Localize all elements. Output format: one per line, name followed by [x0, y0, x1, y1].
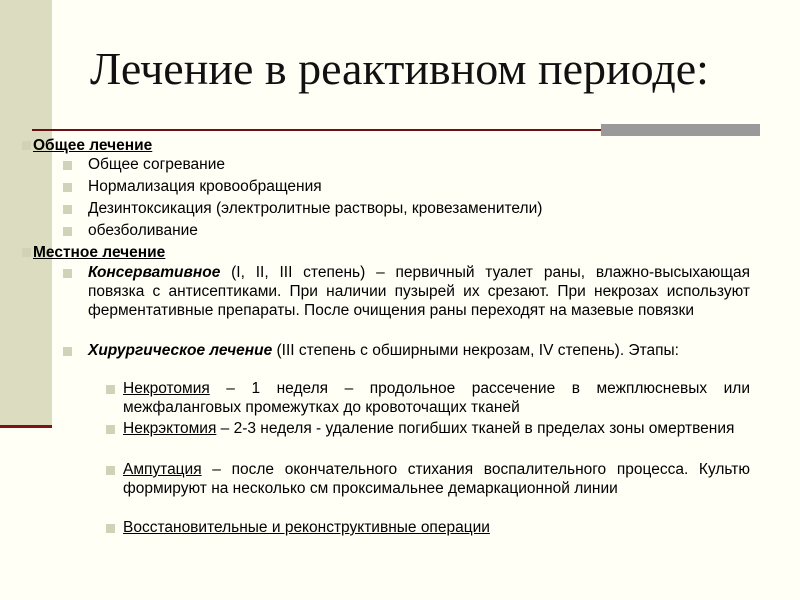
stage-term: Некротомия [123, 380, 210, 397]
section-general [33, 136, 753, 155]
treatment-lead: Хирургическое лечение [88, 342, 273, 359]
bullet-icon [22, 141, 31, 150]
surgical-stage [123, 419, 750, 438]
bullet-icon [63, 161, 72, 170]
stage-term: Ампутация [123, 461, 202, 478]
bullet-icon [106, 466, 115, 475]
treatment-surgical [88, 341, 750, 360]
section-heading: Общее лечение [33, 137, 153, 154]
surgical-stage [123, 518, 750, 537]
list-item [88, 177, 748, 196]
bullet-icon [106, 425, 115, 434]
bullet-icon [63, 347, 72, 356]
list-item [88, 199, 748, 218]
treatment-lead: Консервативное [88, 264, 221, 281]
treatment-text: (I, II, III степень) – первичный туалет раны, влажно-высыхающая повязка с антисептиками. При наличии пузырей их срезают. При некрозах используют ферментативные препараты. После очищения раны переходят на мазевые повязки [88, 264, 750, 319]
list-item [88, 155, 748, 174]
bullet-icon [106, 385, 115, 394]
surgical-stage [123, 460, 750, 498]
bullet-icon [63, 183, 72, 192]
stage-term: Восстановительные и реконструктивные операции [123, 519, 490, 536]
stage-text: – после окончательного стихания воспалительного процесса. Культю формируют на несколько см проксимальнее демаркационной линии [123, 461, 750, 497]
treatment-text: (III степень с обширными некрозам, IV степень). Этапы: [272, 342, 679, 359]
stage-text: – 1 неделя – продольное рассечение в межплюсневых или межфаланговых промежутках до кровоточащих тканей [123, 380, 750, 416]
list-item [88, 221, 748, 240]
stage-term: Некрэктомия [123, 420, 217, 437]
section-local [33, 243, 753, 262]
slide-title: Лечение в реактивном периоде: [90, 43, 709, 94]
bullet-icon [63, 205, 72, 214]
bullet-icon [106, 524, 115, 533]
list-item-text: Нормализация кровообращения [88, 178, 322, 195]
section-heading: Местное лечение [33, 244, 166, 261]
list-item-text: Дезинтоксикация (электролитные растворы, кровезаменители) [88, 200, 543, 217]
treatment-conservative [88, 263, 750, 320]
bullet-icon [63, 227, 72, 236]
surgical-stage [123, 379, 750, 417]
bullet-icon [63, 269, 72, 278]
list-item-text: Общее согревание [88, 156, 226, 173]
bullet-icon [22, 248, 31, 257]
list-item-text: обезболивание [88, 222, 198, 239]
stage-text: – 2-3 неделя - удаление погибших тканей в пределах зоны омертвения [216, 420, 735, 437]
